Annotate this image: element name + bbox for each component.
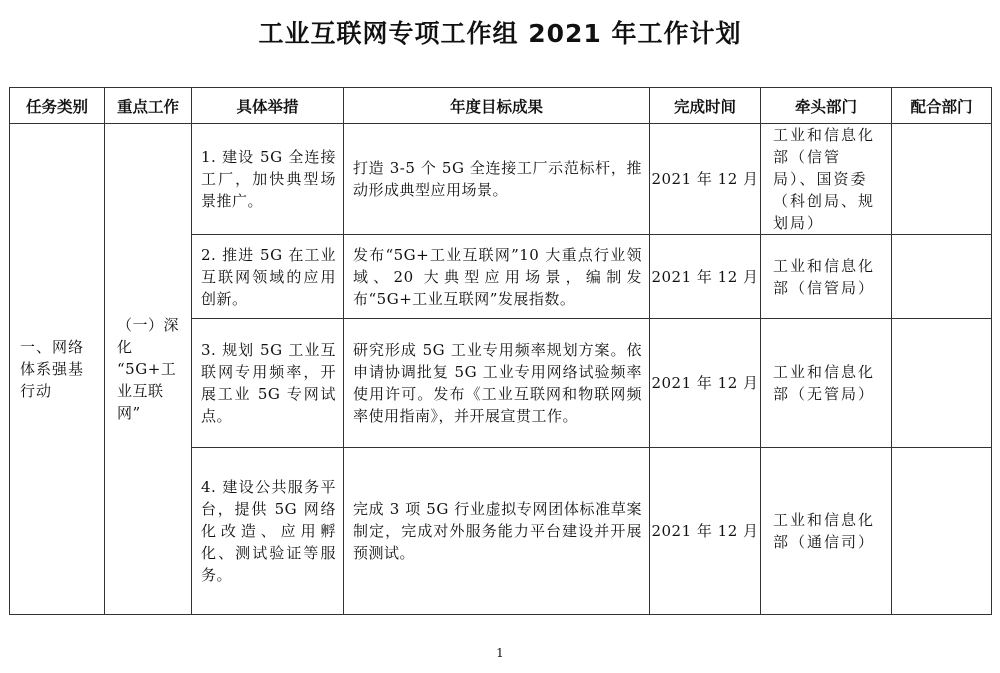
measure-text: 4. 建设公共服务平台，提供 5G 网络化改造、应用孵化、测试验证等服务。 — [201, 478, 336, 584]
lead-text: 工业和信息化部（无管局） — [773, 363, 876, 403]
target-text: 打造 3-5 个 5G 全连接工厂示范标杆，推动形成典型应用场景。 — [353, 159, 642, 199]
support-cell — [892, 124, 992, 235]
deadline-text: 2021 年 12 月 — [651, 522, 759, 540]
lead-cell — [761, 235, 892, 319]
measure-text: 1. 建设 5G 全连接工厂，加快典型场景推广。 — [201, 148, 336, 210]
measure-cell — [192, 319, 344, 448]
deadline-cell — [650, 319, 761, 448]
header-measure: 具体举措 — [192, 88, 344, 124]
target-text: 研究形成 5G 工业专用频率规划方案。依申请协调批复 5G 工业专用网络试验频率使用许可。发布《工业互联网和物联网频率使用指南》，并开展宣贯工作。 — [353, 341, 642, 425]
deadline-text: 2021 年 12 月 — [651, 170, 759, 188]
support-cell — [892, 319, 992, 448]
lead-text: 工业和信息化部（信管局） — [773, 256, 876, 297]
deadline-cell — [650, 235, 761, 319]
lead-cell — [761, 124, 892, 235]
measure-cell — [192, 124, 344, 235]
lead-text: 工业和信息化部（通信司） — [773, 511, 876, 551]
target-text: 完成 3 项 5G 行业虚拟专网团体标准草案制定，完成对外服务能力平台建设并开展预测试。 — [353, 500, 642, 562]
measure-text: 3. 规划 5G 工业互联网专用频率，开展工业 5G 专网试点。 — [201, 341, 336, 425]
target-cell — [344, 319, 650, 448]
focus-text: （一）深化 “5G+工业互联网” — [117, 316, 180, 422]
header-deadline: 完成时间 — [650, 88, 761, 124]
target-cell — [344, 124, 650, 235]
target-cell — [344, 235, 650, 319]
page-title: 工业互联网专项工作组 2021 年工作计划 — [258, 19, 742, 48]
lead-cell — [761, 319, 892, 448]
measure-cell — [192, 235, 344, 319]
deadline-text: 2021 年 12 月 — [651, 267, 759, 286]
header-target: 年度目标成果 — [344, 88, 650, 124]
table-header-row — [10, 88, 992, 124]
measure-text: 2. 推进 5G 在工业互联网领域的应用创新。 — [201, 245, 336, 308]
target-cell — [344, 448, 650, 615]
lead-cell — [761, 448, 892, 615]
deadline-cell — [650, 448, 761, 615]
category-cell — [10, 124, 105, 615]
focus-cell — [105, 124, 192, 615]
table-row — [10, 124, 992, 235]
measure-cell — [192, 448, 344, 615]
header-category: 任务类别 — [10, 88, 105, 124]
header-focus: 重点工作 — [105, 88, 192, 124]
lead-text: 工业和信息化部（信管局）、国资委（科创局、规划局） — [773, 126, 876, 232]
support-cell — [892, 235, 992, 319]
support-cell — [892, 448, 992, 615]
header-support: 配合部门 — [892, 88, 992, 124]
work-plan-table — [9, 87, 992, 615]
target-text: 发布“5G+工业互联网”10 大重点行业领域、20 大典型应用场景，编制发布“5G+工业互联网”发展指数。 — [353, 245, 642, 308]
category-text: 一、网络体系强基行动 — [20, 338, 85, 400]
deadline-text: 2021 年 12 月 — [651, 374, 759, 392]
deadline-cell — [650, 124, 761, 235]
header-lead: 牵头部门 — [761, 88, 892, 124]
page-number: 1 — [496, 646, 504, 660]
